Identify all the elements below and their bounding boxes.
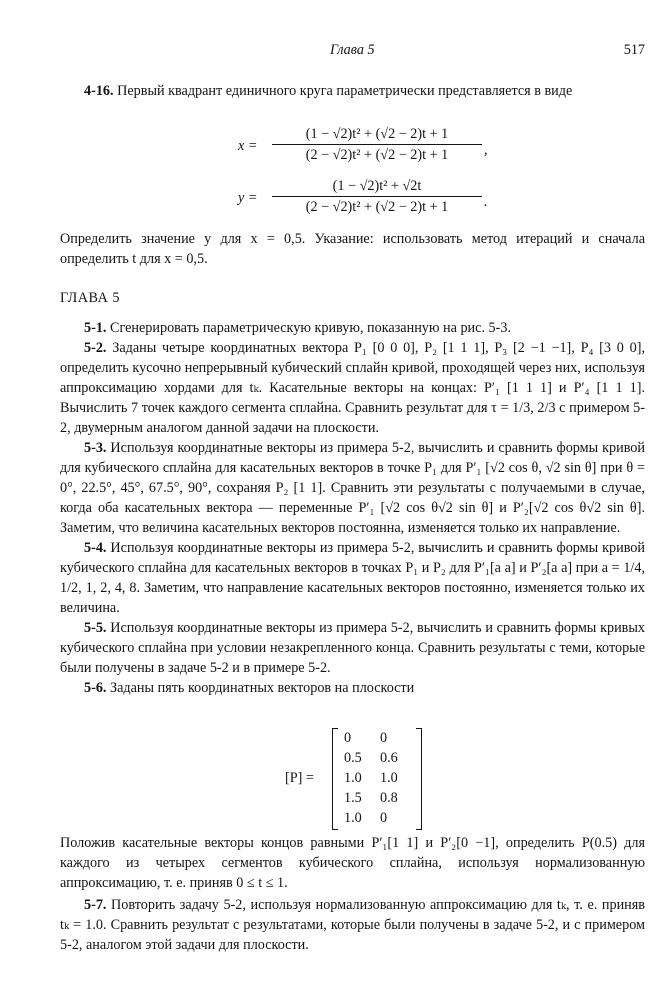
problem-text: Первый квадрант единичного круга параметрически представляется в виде <box>117 83 573 99</box>
problem-5-6-continued: Положив касательные векторы концов равными P′₁[1 1] и P′₂[0 −1], определить P(0.5) для каждого из четырех сегментов кубического сплайна, используя нормализованную аппроксимацию, т. е. приняв 0 ≤ t ≤ 1. 5-7. Повторить задачу 5-2, используя нормализованную аппроксимацию для tₖ, т. е. приняв tₖ = 1.0. Сравнить результат с результатами, которые были получены в задаче 5-2, и с примером 5-2, аналогом этой задачи для плоскости. <box>60 835 645 953</box>
y-end: . <box>484 194 488 210</box>
x-fraction <box>272 124 482 165</box>
problem-5-3: 5-3. Используя координатные векторы из примера 5-2, вычислить и сравнить формы кривой для кубического сплайна для касательных векторов в точке P₁ для P′₁ [√2 cos θ, √2 sin θ] при θ = 0°, 22.5°, 45°, 67.5°, 90°, сохраняя P₂ [1 1]. Сравнить эти результаты с получаемыми в случае, когда оба касательных вектора — переменные P′₁ [√2 cos θ√2 sin θ] и P′₂[√2 cos θ√2 sin θ]. Заметим, что величина касательных векторов постоянна, изменяется только их направление. <box>60 440 645 536</box>
x-lhs: x = <box>238 138 258 154</box>
y-formula <box>60 176 645 220</box>
problem-5-1: 5-1. Сгенерировать параметрическую кривую, показанную на рис. 5-3. <box>84 320 511 336</box>
y-denominator: (2 − √2)t² + (√2 − 2)t + 1 <box>272 196 482 217</box>
coordinate-matrix <box>60 726 645 836</box>
y-numerator: (1 − √2)t² + √2t <box>332 178 422 194</box>
y-lhs: y = <box>238 190 258 206</box>
page-number: 517 <box>623 42 645 58</box>
chapter-heading: ГЛАВА 5 <box>60 290 120 306</box>
x-denominator: (2 − √2)t² + (√2 − 2)t + 1 <box>272 144 482 165</box>
problem-5-5: 5-5. Используя координатные векторы из примера 5-2, вычислить и сравнить формы кривых кубического сплайна при условии незакрепленного конца. Сравнить результаты с теми, которые были получены в задаче 5-2 и в примере 5-2. <box>60 620 645 676</box>
problem-5-4: 5-4. Используя координатные векторы из примера 5-2, вычислить и сравнить формы кривой кубического сплайна для касательных векторов в точках P₁ и P₂ для P′₁[a a] и P′₂[a a] при a = 1/4, 1/2, 1, 2, 4, 8. Заметим, что направление касательных векторов постоянно, изменяется только их величина. <box>60 540 645 616</box>
matrix-body <box>332 726 422 832</box>
left-bracket <box>332 728 338 830</box>
matrix-row: 1.0 0 <box>344 810 388 826</box>
problem-4-16-question: Определить значение y для x = 0,5. Указание: использовать метод итераций и сначала определить t для x = 0,5. <box>60 231 645 267</box>
chapter-5-problems <box>60 318 645 698</box>
page-header <box>60 40 645 60</box>
matrix-row: 0.5 0.6 <box>344 750 398 766</box>
x-numerator: (1 − √2)t² + (√2 − 2)t + 1 <box>305 126 449 142</box>
parametric-formulas <box>60 124 645 224</box>
matrix-row: 0 0 <box>344 730 388 746</box>
problem-label: 4-16. <box>84 83 114 99</box>
x-formula <box>60 124 645 168</box>
problem-5-6: 5-6. Заданы пять координатных векторов на плоскости <box>84 680 415 696</box>
problem-5-2: 5-2. Заданы четыре координатных вектора P₁ [0 0 0], P₂ [1 1 1], P₃ [2 −1 −1], P₄ [3 0 0], определить кусочно непрерывный кубический сплайн кривой, проходящей через них, используя аппроксимацию хордами для tₖ. Касательные векторы на концах: P′₁ [1 1 1] и P′₄ [1 1 1]. Вычислить 7 точек каждого сегмента сплайна. Сравнить результат для τ = 1/3, 2/3 с примером 5-2, двумерным аналогом данной задачи на плоскости. <box>60 340 645 436</box>
matrix-label: [P] = <box>285 770 314 786</box>
problem-4-16-intro <box>60 81 645 101</box>
matrix-block <box>60 726 645 836</box>
x-end: , <box>484 142 488 158</box>
right-bracket <box>416 728 422 830</box>
matrix-row: 1.0 1.0 <box>344 770 398 786</box>
problem-5-7: 5-7. Повторить задачу 5-2, используя нормализованную аппроксимацию для tₖ, т. е. приняв tₖ = 1.0. Сравнить результат с результатами, которые были получены в задаче 5-2, и с примером 5-2, аналогом этой задачи для плоскости. <box>60 897 645 953</box>
matrix-row: 1.5 0.8 <box>344 790 398 806</box>
running-head: Глава 5 <box>330 42 375 58</box>
y-fraction <box>272 176 482 217</box>
